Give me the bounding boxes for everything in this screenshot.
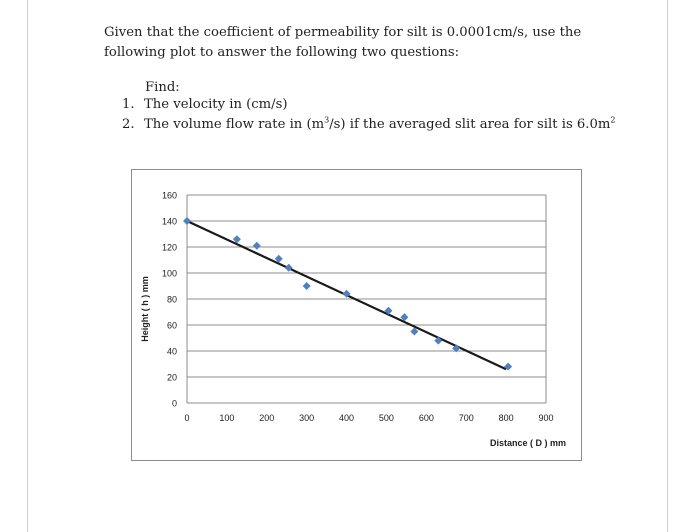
x-tick-label: 200 xyxy=(259,413,275,423)
question-1-number: 1. xyxy=(122,97,135,112)
data-point xyxy=(253,242,261,250)
x-tick-label: 0 xyxy=(184,413,190,423)
y-tick-label: 40 xyxy=(166,346,177,357)
find-label: Find: xyxy=(145,80,180,95)
y-tick-label: 80 xyxy=(166,294,177,305)
data-point xyxy=(183,217,191,225)
y-axis-title: Height ( h ) mm xyxy=(140,276,150,342)
x-tick-label: 300 xyxy=(299,413,315,423)
x-axis-title: Distance ( D ) mm xyxy=(489,438,567,448)
x-tick-label: 400 xyxy=(339,413,355,423)
y-tick-label: 0 xyxy=(171,398,177,409)
y-tick-label: 20 xyxy=(166,372,177,383)
question-2-text-a: The volume flow rate in (m xyxy=(144,117,325,132)
problem-statement xyxy=(104,23,624,63)
question-2-number: 2. xyxy=(122,117,135,132)
x-tick-label: 800 xyxy=(498,413,514,423)
intro-line-2: following plot to answer the following two questions: xyxy=(104,45,460,60)
y-tick-label: 60 xyxy=(166,320,177,331)
intro-line-1: Given that the coefficient of permeability for silt is 0.0001cm/s, use the xyxy=(104,25,582,40)
question-2-text-b: /s) if the averaged slit area for silt is 6.0m xyxy=(329,117,611,132)
x-tick-label: 700 xyxy=(458,413,474,423)
page-margin-left xyxy=(27,0,28,532)
x-tick-label: 600 xyxy=(418,413,434,423)
y-tick-label: 140 xyxy=(161,216,177,227)
y-tick-label: 100 xyxy=(161,268,177,279)
question-2 xyxy=(122,116,616,134)
y-tick-label: 120 xyxy=(161,242,177,253)
question-1-text: The velocity in (cm/s) xyxy=(144,97,288,112)
question-2-superscript-squared: 2 xyxy=(610,115,616,125)
scatter-chart xyxy=(131,169,582,461)
data-point xyxy=(303,282,311,290)
x-tick-label: 900 xyxy=(538,413,554,423)
y-tick-label: 160 xyxy=(161,190,177,201)
x-tick-label: 500 xyxy=(378,413,394,423)
x-tick-label: 100 xyxy=(219,413,235,423)
question-1 xyxy=(122,96,288,114)
question-2-superscript-cubed: 3 xyxy=(324,115,330,125)
page-margin-right xyxy=(667,0,668,532)
chart-canvas xyxy=(132,170,581,460)
